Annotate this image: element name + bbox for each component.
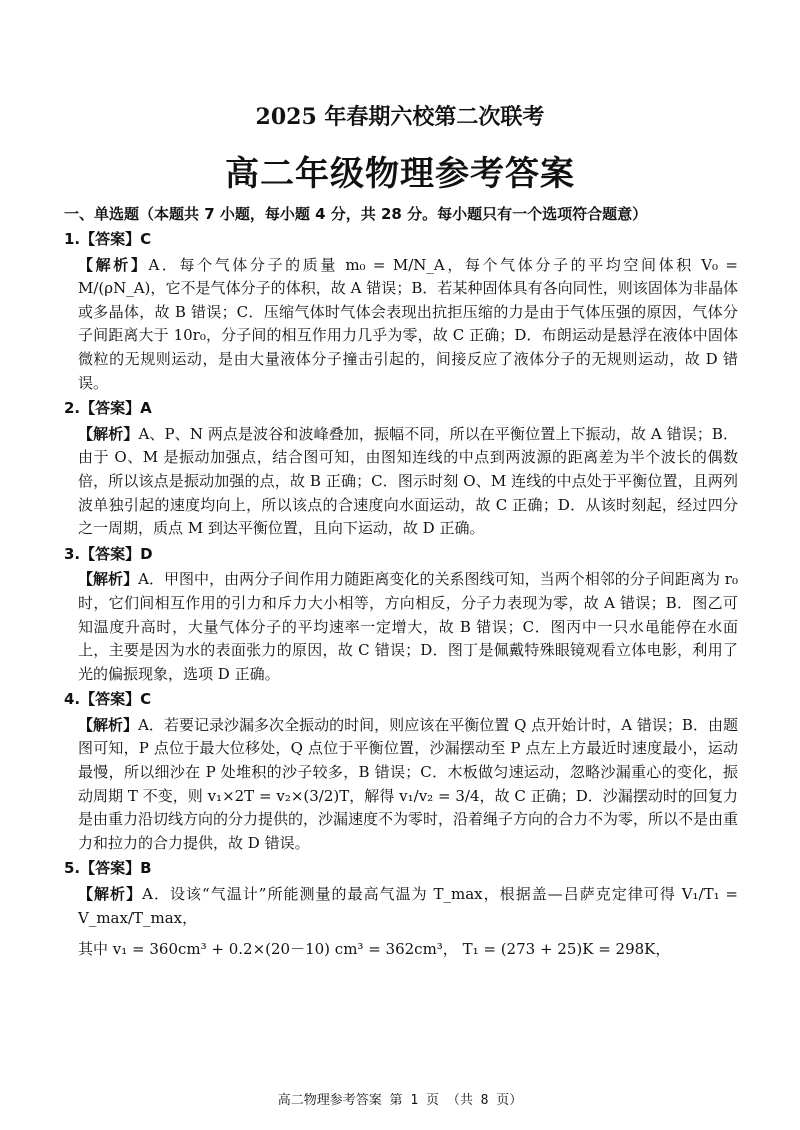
answer-text: 【答案】C bbox=[80, 230, 152, 248]
question-number: 4. bbox=[64, 690, 81, 709]
analysis-tag: 【解析】 bbox=[78, 424, 139, 443]
analysis-paragraph bbox=[78, 714, 738, 856]
analysis-text: A．每个气体分子的质量 m₀ = M/N_A，每个气体分子的平均空间体积 V₀ = M/(ρN_A)，它不是气体分子的体积，故 A 错误；B．若某种固体具有各向同性，则该固体为非晶体或多晶体，故 B 错误；C．压缩气体时气体会表现出抗拒压缩的力是由于气体压强的原因，气体分子间距离大于 10r₀，分子间的相互作用力几乎为零，故 C 正确；D．布朗运动是悬浮在液体中固体微粒的无规则运动，是由大量液体分子撞击引起的，间接反应了液体分子的无规则运动，故 D 错误。 bbox=[78, 255, 738, 392]
question-block bbox=[64, 397, 738, 541]
question-block bbox=[64, 543, 738, 687]
formula-line: 其中 v₁ = 360cm³ + 0.2×(20－10) cm³ = 362cm³， T₁ = (273 + 25)K = 298K， bbox=[78, 940, 671, 959]
answer-list bbox=[64, 228, 739, 962]
analysis-paragraph bbox=[78, 883, 738, 930]
analysis-tag: 【解析】 bbox=[78, 255, 149, 274]
section-heading: 一、单选题（本题共 7 小题，每小题 4 分，共 28 分。每小题只有一个选项符合题意） bbox=[64, 205, 648, 223]
question-number: 1. bbox=[64, 230, 81, 248]
question-number: 2. bbox=[64, 399, 81, 418]
analysis-text: A．若要记录沙漏多次全振动的时间，则应该在平衡位置 Q 点开始计时，A 错误；B．由题图可知，P 点位于最大位移处，Q 点位于平衡位置，沙漏摆动至 P 点左上方最近时速度最小，运动最慢，所以细沙在 P 处堆积的沙子较多，B 错误；C．木板做匀速运动，忽略沙漏重心的变化，振动周期 T 不变，则 v₁×2T = v₂×(3/2)T，解得 v₁/v₂ = 3/4，故 C 正确；D．沙漏摆动时的回复力是由重力沿切线方向的分力提供的，沙漏速度不为零时，沿着绳子方向的合力不为零，所以不是由重力和拉力的合力提供，故 D 错误。 bbox=[78, 715, 739, 852]
question-answer-line bbox=[64, 688, 738, 712]
question-answer-line bbox=[64, 228, 738, 252]
question-block bbox=[64, 688, 739, 855]
question-block bbox=[64, 857, 738, 961]
question-answer-line bbox=[64, 397, 738, 421]
answer-text: 【答案】B bbox=[80, 859, 152, 878]
analysis-paragraph bbox=[78, 568, 738, 686]
question-number: 3. bbox=[64, 544, 81, 563]
question-number: 5. bbox=[64, 859, 81, 878]
question-answer-line bbox=[64, 857, 738, 881]
question-block bbox=[64, 228, 738, 395]
analysis-tag: 【解析】 bbox=[78, 570, 139, 589]
analysis-tag: 【解析】 bbox=[78, 885, 143, 904]
page-footer: 高二物理参考答案 第 1 页 （共 8 页） bbox=[277, 1093, 523, 1108]
answer-text: 【答案】A bbox=[80, 399, 152, 418]
exam-title: 2025 年春期六校第二次联考 bbox=[255, 104, 545, 130]
analysis-paragraph bbox=[78, 423, 738, 541]
analysis-text: A、P、N 两点是波谷和波峰叠加，振幅不同，所以在平衡位置上下振动，故 A 错误；B．由于 O、M 是振动加强点，结合图可知，由图知连线的中点到两波源的距离差为半个波长的偶数倍，所以该点是振动加强的点，故 B 正确；C．图示时刻 O、M 连线的中点处于平衡位置，且两列波单独引起的速度均向上，所以该点的合速度向水面运动，故 C 正确；D．从该时刻起，经过四分之一周期，质点 M 到达平衡位置，且向下运动，故 D 正确。 bbox=[78, 424, 738, 538]
question-answer-line bbox=[64, 543, 738, 567]
analysis-text: A．甲图中，由两分子间作用力随距离变化的关系图线可知，当两个相邻的分子间距离为 r₀ 时，它们间相互作用的引力和斥力大小相等，方向相反，分子力表现为零，故 A 错误；B．图乙可知温度升高时，大量气体分子的平均速率一定增大，故 B 错误；C．图丙中一只水黾能停在水面上，主要是因为水的表面张力的原因，故 C 错误；D．图丁是佩戴特殊眼镜观看立体电影，利用了光的偏振现象，选项 D 正确。 bbox=[78, 570, 738, 683]
answer-text: 【答案】C bbox=[80, 690, 152, 709]
answer-text: 【答案】D bbox=[80, 544, 153, 563]
analysis-paragraph bbox=[78, 254, 738, 396]
analysis-text: A．设该“气温计”所能测量的最高气温为 T_max，根据盖—吕萨克定律可得 V₁/T₁ = V_max/T_max， bbox=[78, 885, 738, 927]
doc-title: 高二年级物理参考答案 bbox=[225, 154, 575, 194]
analysis-tag: 【解析】 bbox=[78, 715, 139, 734]
